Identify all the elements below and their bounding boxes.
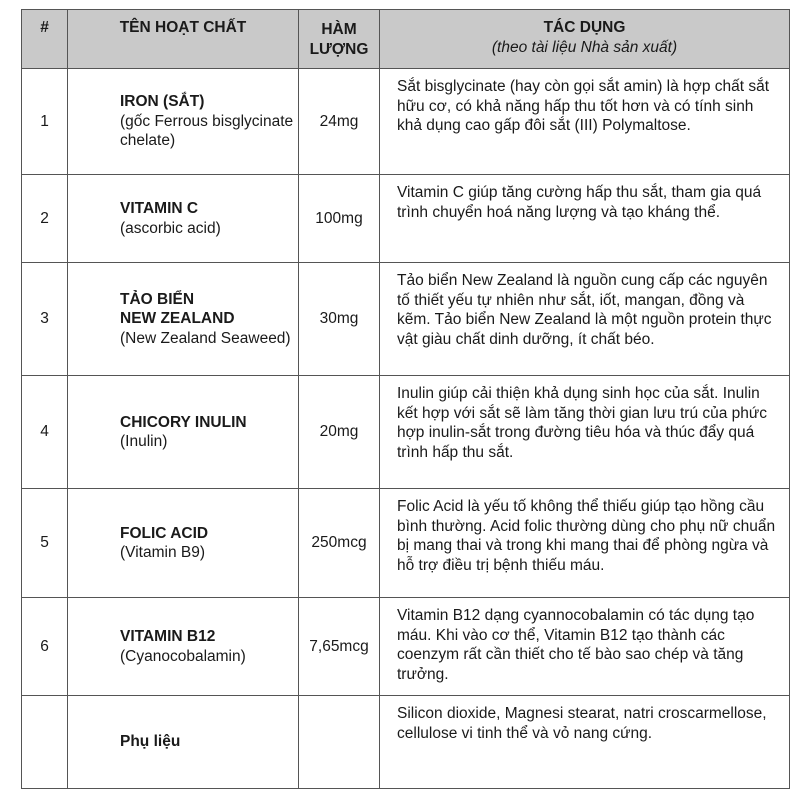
row-number: 5 — [22, 489, 68, 598]
ingredient-cell — [68, 376, 299, 489]
ingredient-scientific-name: (Inulin) — [120, 433, 168, 450]
effect-description: Vitamin B12 dạng cyannocobalamin có tác dụng tạo máu. Khi vào cơ thể, Vitamin B12 tạo thành các coenzym rất cần thiết cho tế bào sao chép và tăng trưởng. — [380, 598, 790, 696]
header-row — [22, 10, 790, 69]
ingredient-cell — [68, 69, 299, 175]
ingredient-scientific-name: (New Zealand Seaweed) — [120, 329, 291, 347]
effect-description: Sắt bisglycinate (hay còn gọi sắt amin) là hợp chất sắt hữu cơ, có khả năng hấp thu tốt hơn và có tính sinh khả dụng cao gấp đôi sắt (III) Polymaltose. — [380, 69, 790, 175]
ingredient-scientific-name: (gốc Ferrous bisglycinate chelate) — [120, 112, 294, 150]
effect-description: Vitamin C giúp tăng cường hấp thu sắt, tham gia quá trình chuyển hoá năng lượng và tạo kháng thể. — [380, 175, 790, 263]
effect-description: Silicon dioxide, Magnesi stearat, natri croscarmellose, cellulose vi tinh thể và vỏ nang cứng. — [380, 696, 790, 789]
ingredient-name: IRON (SẮT) — [120, 93, 205, 111]
dose-value: 30mg — [299, 263, 380, 376]
ingredient-cell — [68, 263, 299, 376]
ingredient-scientific-name: (Vitamin B9) — [120, 544, 205, 561]
ingredient-scientific-name: (ascorbic acid) — [120, 219, 221, 237]
dose-value: 100mg — [299, 175, 380, 263]
dose-value: 20mg — [299, 376, 380, 489]
table-row — [22, 376, 790, 489]
table-row — [22, 175, 790, 263]
table-row — [22, 696, 790, 789]
ingredient-name: VITAMIN B12 — [120, 628, 216, 645]
effect-description: Tảo biển New Zealand là nguồn cung cấp các nguyên tố thiết yếu tự nhiên như sắt, iốt, mangan, đồng và kẽm. Tảo biển New Zealand là một nguồn protein thực vật giàu chất dinh dưỡng, ít chất béo. — [380, 263, 790, 376]
ingredient-cell — [68, 598, 299, 696]
table-row — [22, 489, 790, 598]
ingredient-name: FOLIC ACID — [120, 524, 209, 542]
header-dose — [299, 10, 380, 69]
dose-value: 24mg — [299, 69, 380, 175]
table-row — [22, 69, 790, 175]
table-row — [22, 598, 790, 696]
ingredient-cell — [68, 489, 299, 598]
effect-description: Inulin giúp cải thiện khả dụng sinh học của sắt. Inulin kết hợp với sắt sẽ làm tăng thời gian lưu trú của phức hợp inulin-sắt trong đường tiêu hóa và thúc đẩy quá trình hấp thu sắt. — [380, 376, 790, 489]
header-use — [380, 10, 790, 69]
ingredient-name: TẢO BIỂN NEW ZEALAND — [120, 290, 235, 328]
row-number: 6 — [22, 598, 68, 696]
table-row — [22, 263, 790, 376]
dose-value: 250mcg — [299, 489, 380, 598]
row-number: 3 — [22, 263, 68, 376]
header-dose-line2: LƯỢNG — [309, 40, 369, 58]
dose-value — [299, 696, 380, 789]
effect-description: Folic Acid là yếu tố không thể thiếu giúp tạo hồng cầu bình thường. Acid folic thường dùng cho phụ nữ chuẩn bị mang thai và trong khi mang thai để phòng ngừa và hỗ trợ điều trị bệnh thiếu máu. — [380, 489, 790, 598]
header-use-subtitle: (theo tài liệu Nhà sản xuất) — [491, 38, 678, 56]
ingredient-cell — [68, 696, 299, 789]
ingredient-name: CHICORY INULIN — [120, 413, 247, 431]
row-number: 1 — [22, 69, 68, 175]
ingredient-scientific-name: (Cyanocobalamin) — [120, 647, 246, 665]
row-number: 4 — [22, 376, 68, 489]
ingredient-name: Phụ liệu — [120, 733, 181, 751]
row-number — [22, 696, 68, 789]
header-name: TÊN HOẠT CHẤT — [68, 10, 299, 69]
ingredient-name: VITAMIN C — [120, 200, 199, 217]
ingredient-cell — [68, 175, 299, 263]
row-number: 2 — [22, 175, 68, 263]
header-dose-line1: HÀM — [321, 21, 357, 38]
ingredient-table — [21, 9, 790, 789]
dose-value: 7,65mcg — [299, 598, 380, 696]
header-use-title: TÁC DỤNG — [543, 19, 626, 36]
header-num: # — [22, 10, 68, 69]
